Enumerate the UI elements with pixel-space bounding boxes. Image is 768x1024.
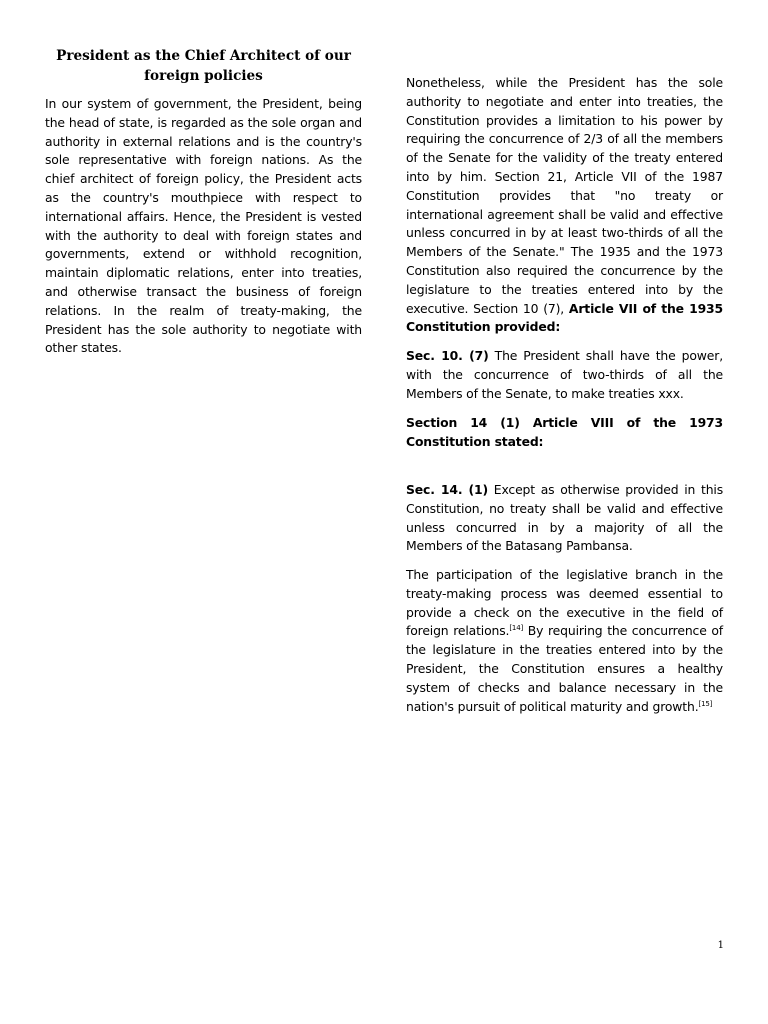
sec10-text: The President shall have the power, with the concurrence of two-thirds of all the Members of the Senate, to make treaties xxx. [406, 348, 723, 401]
participation-paragraph [406, 566, 723, 716]
page-number: 1 [717, 940, 724, 951]
footnote-ref-14[interactable]: [14] [509, 624, 524, 633]
participation-text-a: The participation of the legislative branch in the treaty-making process was deemed essential to provide a check on the executive in the field of foreign relations. [406, 567, 723, 639]
sec14-heading-text: Section 14 (1) Article VIII of the 1973 Constitution stated: [406, 415, 723, 449]
sec14-label: Sec. 14. (1) [406, 482, 489, 497]
limitation-bold-citation: Article VII of the 1935 Constitution provided: [406, 300, 723, 335]
limitation-paragraph [406, 74, 723, 337]
limitation-text: Nonetheless, while the President has the sole authority to negotiate and enter into treaties, the Constitution provides a limitation to his power by requiring the concurrence of 2/3 of all the members of the Senate for the validity of the treaty entered into by him. Section 21, Article VII of the 1987 Constitution provides that "no treaty or international agreement shall be valid and effective unless concurred in by at least two-thirds of all the Members of the Senate." The 1935 and the 1973 Constitution also required the concurrence by the legislature to the treaties entered into by the executive. Section 10 (7), [406, 75, 723, 316]
sec14-quote [406, 481, 723, 556]
intro-paragraph: In our system of government, the President, being the head of state, is regarded as the sole organ and authority in external relations and is the country's sole representative with foreign nations. As the chief architect of foreign policy, the President acts as the country's mouthpiece with respect to international affairs. Hence, the President is vested with the authority to deal with foreign states and governments, extend or withhold recognition, maintain diplomatic relations, enter into treaties, and otherwise transact the business of foreign relations. In the realm of treaty-making, the President has the sole authority to negotiate with other states. [45, 96, 362, 356]
page-title: President as the Chief Architect of our foreign policies [56, 48, 351, 84]
sec14-text: Except as otherwise provided in this Constitution, no treaty shall be valid and effective unless concurred in by a majority of all the Members of the Batasang Pambansa. [406, 482, 723, 554]
sec10-label: Sec. 10. (7) [406, 348, 489, 363]
sec14-heading [406, 414, 723, 452]
footnote-ref-15[interactable]: [15] [698, 699, 713, 708]
participation-text-b: By requiring the concurrence of the legislature in the treaties entered into by the President, the Constitution ensures a healthy system of checks and balance necessary in the nation's pursuit of political maturity and growth. [406, 623, 723, 714]
sec10-quote [406, 347, 723, 403]
